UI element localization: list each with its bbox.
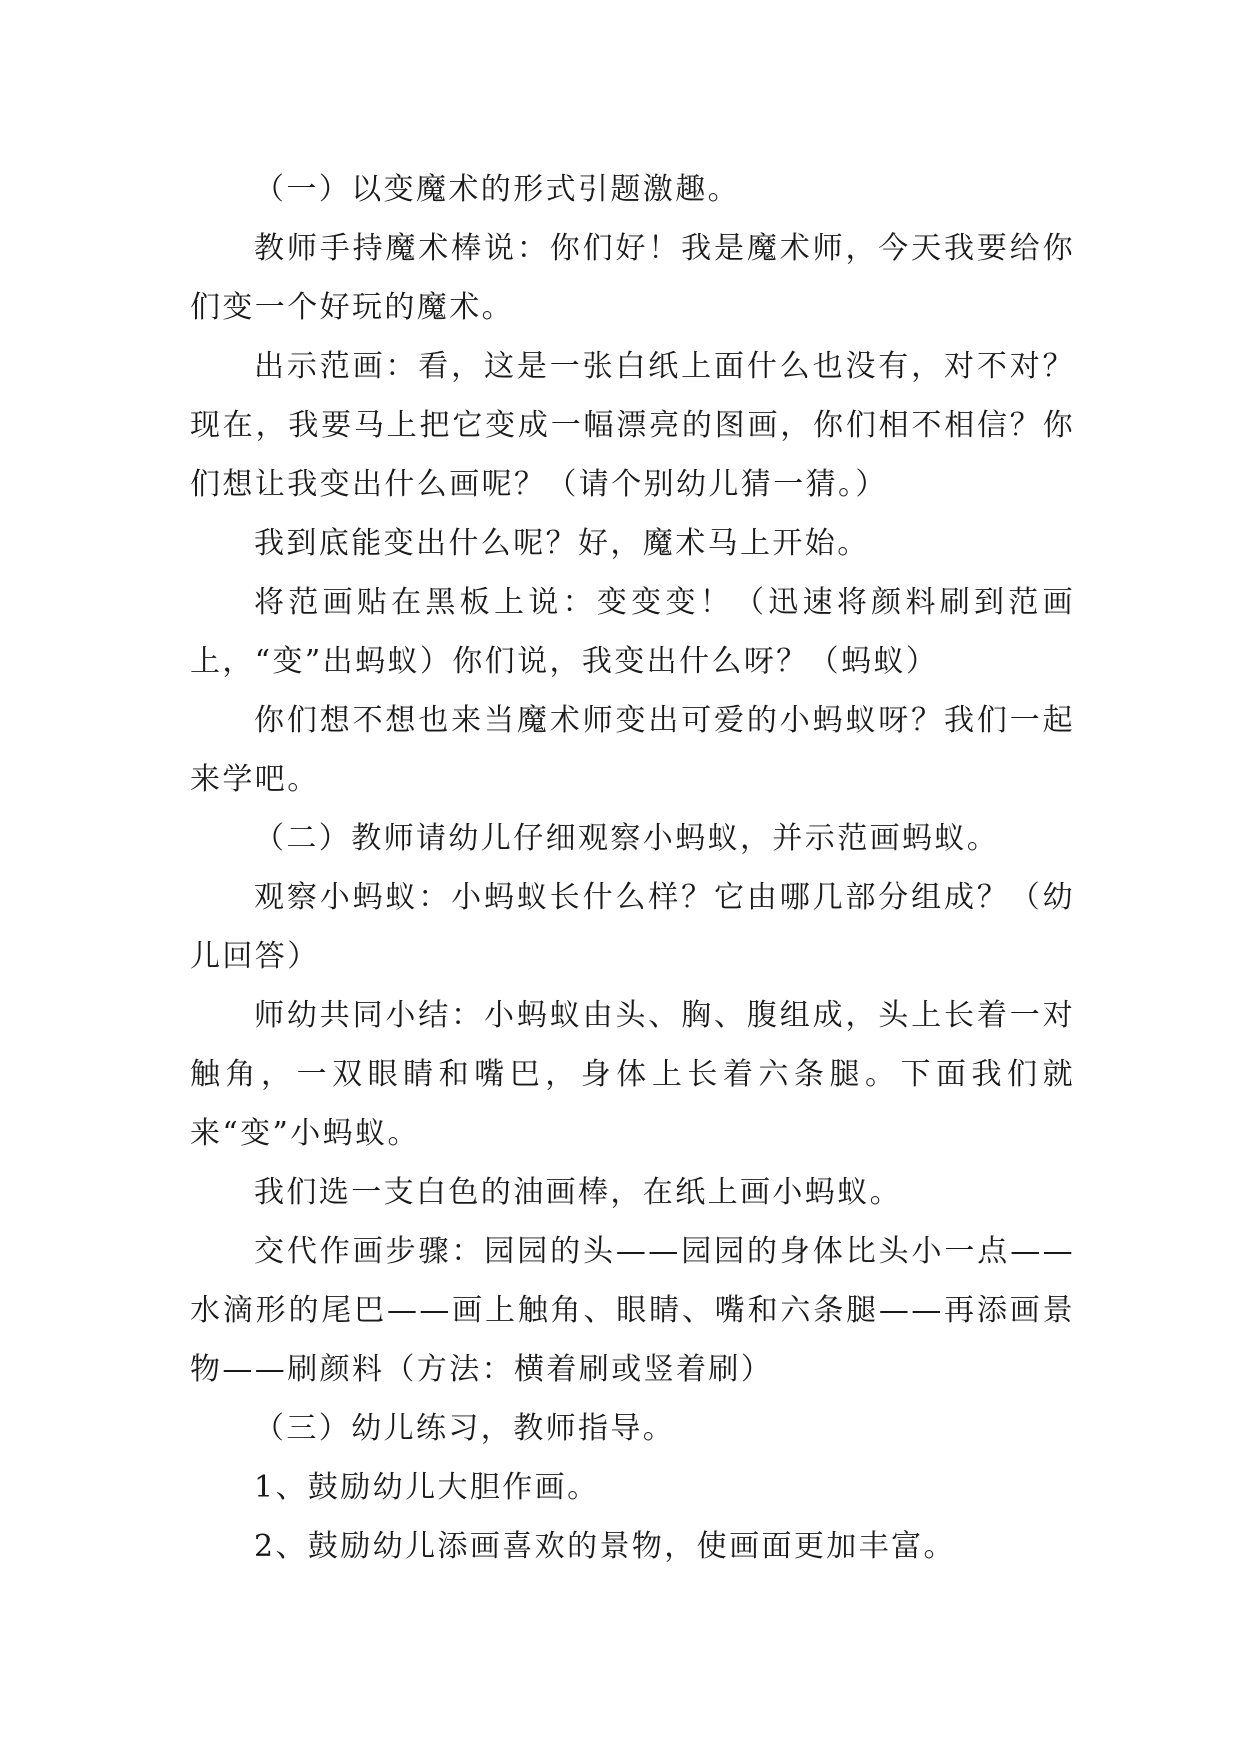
paragraph-summary: 师幼共同小结：小蚂蚁由头、胸、腹组成，头上长着一对触角，一双眼睛和嘴巴，身体上长着六条腿。下面我们就来“变”小蚂蚁。 [190,998,1075,1151]
section-heading-1: （一）以变魔术的形式引题激趣。 [254,172,740,207]
paragraph-paint-reveal: 将范画贴在黑板上说：变变变！（迅速将颜料刷到范画上，“变”出蚂蚁）你们说，我变出什么呀？（蚂蚁） [190,585,1075,679]
paragraph-show-sample: 出示范画：看，这是一张白纸上面什么也没有，对不对？现在，我要马上把它变成一幅漂亮的图画，你们相不相信？你们想让我变出什么画呢？（请个别幼儿猜一猜。） [190,349,1075,502]
paragraph-observe-ant: 观察小蚂蚁：小蚂蚁长什么样？它由哪几部分组成？（幼儿回答） [190,880,1075,974]
list-item-1: 1、鼓励幼儿大胆作画。 [254,1470,600,1505]
paragraph-drawing-steps: 交代作画步骤：园园的头——园园的身体比头小一点——水滴形的尾巴——画上触角、眼睛、嘴和六条腿——再添画景物——刷颜料（方法：横着刷或竖着刷） [190,1234,1075,1387]
section-heading-2: （二）教师请幼儿仔细观察小蚂蚁，并示范画蚂蚁。 [254,821,1000,856]
paragraph-teacher-greeting: 教师手持魔术棒说：你们好！我是魔术师，今天我要给你们变一个好玩的魔术。 [190,231,1075,325]
list-item-2: 2、鼓励幼儿添画喜欢的景物，使画面更加丰富。 [254,1529,956,1564]
paragraph-magic-start: 我到底能变出什么呢？好，魔术马上开始。 [254,526,870,561]
paragraph-invite-learn: 你们想不想也来当魔术师变出可爱的小蚂蚁呀？我们一起来学吧。 [190,703,1075,797]
paragraph-choose-crayon: 我们选一支白色的油画棒，在纸上画小蚂蚁。 [254,1175,902,1210]
document-page [190,160,1075,1576]
section-heading-3: （三）幼儿练习，教师指导。 [254,1411,676,1446]
